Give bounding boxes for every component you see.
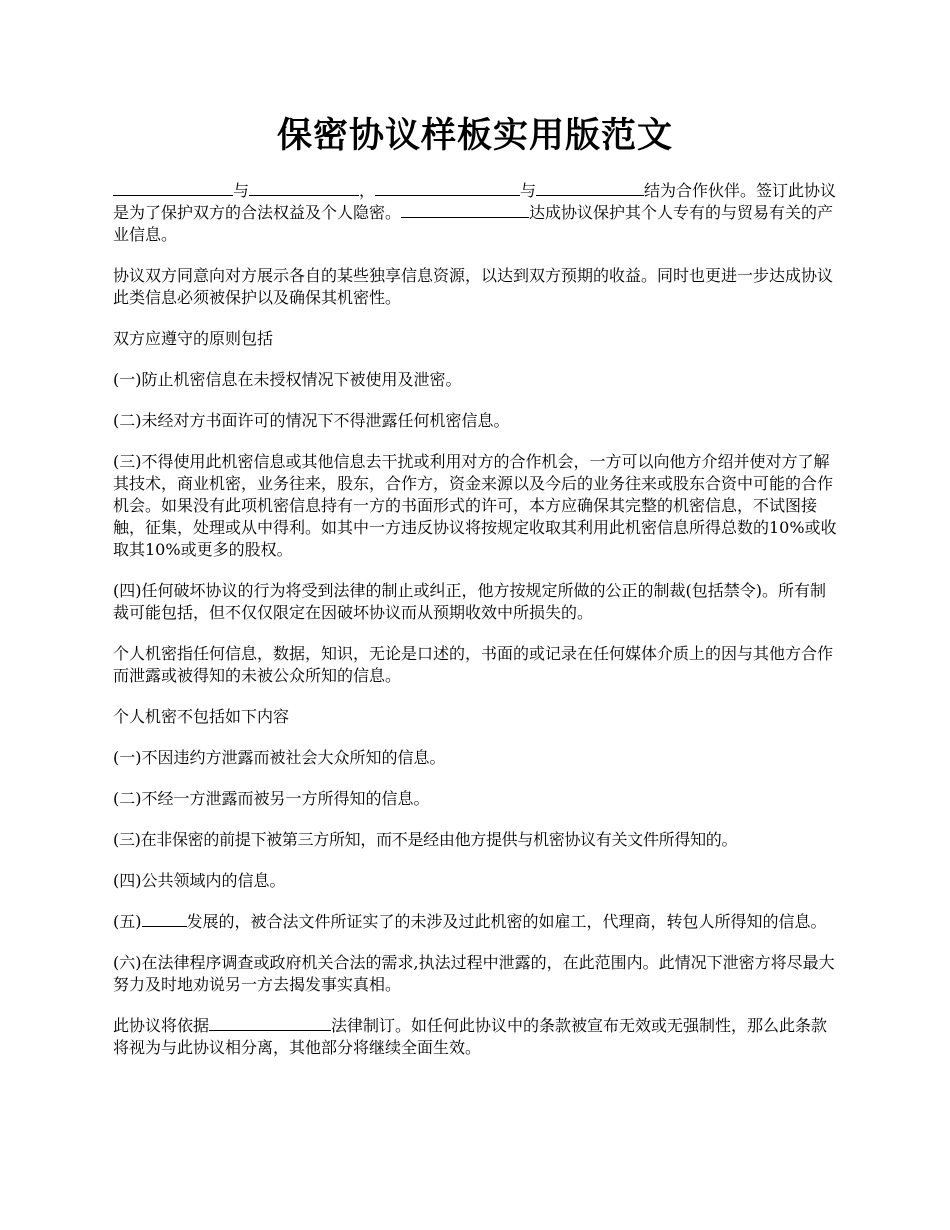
exclusion-5-prefix: (五) xyxy=(113,912,142,931)
governing-law-blank[interactable] xyxy=(209,1015,331,1031)
document-title: 保密协议样板实用版范文 xyxy=(276,115,673,156)
exclusion-5-blank[interactable] xyxy=(142,911,187,927)
parties-agreement-text: 达成协议保护其个人专有的与贸易有关的产业信息。 xyxy=(113,203,834,244)
principle-2: (二)未经对方书面许可的情况下不得泄露任何机密信息。 xyxy=(113,411,510,430)
principles-heading: 双方应遵守的原则包括 xyxy=(113,329,274,348)
with-text-2: 与 xyxy=(520,181,537,200)
exclusions-heading: 个人机密不包括如下内容 xyxy=(113,707,290,726)
exclusion-4: (四)公共领域内的信息。 xyxy=(113,871,286,890)
comma-text: ， xyxy=(359,181,376,200)
principle-3: (三)不得使用此机密信息或其他信息去干扰或利用对方的合作机会，一方可以向他方介绍并使对方了解其技术，商业机密，业务往来，股东，合作方，资金来源以及今后的业务往来或股东合资中可能的合作机会。如果没有此项机密信息持有一方的书面形式的许可，本方应确保其完整的机密信息，不试图接触，征集，处理或从中得利。如其中一方违反协议将按规定收取其利用此机密信息所得总数的10%或收取其10%或更多的股权。 xyxy=(113,452,837,559)
party-a-blank[interactable] xyxy=(113,180,233,196)
confidential-definition: 个人机密指任何信息，数据，知识，无论是口述的，书面的或记录在任何媒体介质上的因与其他方合作而泄露或被得知的未被公众所知的信息。 xyxy=(113,644,834,685)
exclusion-5-text: 发展的，被合法文件所证实了的未涉及过此机密的如雇工，代理商，转包人所得知的信息。 xyxy=(186,912,827,931)
exclusion-3: (三)在非保密的前提下被第三方所知，而不是经由他方提供与机密协议有关文件所得知的。 xyxy=(113,830,738,849)
parties-purpose-text: 结为合作伙伴。签订此协议是为了保护双方的合法权益及个人隐密。 xyxy=(113,181,837,222)
exclusion-2: (二)不经一方泄露而被另一方所得知的信息。 xyxy=(113,789,430,808)
party-d-blank[interactable] xyxy=(536,180,644,196)
exclusion-6: (六)在法律程序调查或政府机关合法的需求,执法过程中泄露的，在此范围内。此情况下泄密方将尽最大努力及时地劝说另一方去揭发事实真相。 xyxy=(113,953,835,994)
party-b-blank[interactable] xyxy=(249,180,359,196)
governing-law-prefix: 此协议将依据 xyxy=(113,1016,210,1035)
parties-paragraph xyxy=(113,180,841,246)
governing-law-text: 法律制订。如任何此协议中的条款被宣布无效或无强制性，那么此条款将视为与此协议相分离，其他部分将继续全面生效。 xyxy=(113,1016,828,1057)
principle-1: (一)防止机密信息在未授权情况下被使用及泄密。 xyxy=(113,370,462,389)
exclusion-1: (一)不因违约方泄露而被社会大众所知的信息。 xyxy=(113,748,446,767)
governing-law-paragraph xyxy=(113,1015,841,1059)
principle-4: (四)任何破坏协议的行为将受到法律的制止或纠正，他方按规定所做的公正的制裁(包括禁令)。所有制裁可能包括，但不仅仅限定在因破坏协议而从预期收效中所损失的。 xyxy=(113,581,826,622)
with-text-1: 与 xyxy=(233,181,250,200)
document-body xyxy=(113,180,841,1078)
agreement-paragraph: 协议双方同意向对方展示各自的某些独享信息资源，以达到双方预期的收益。同时也更进一步达成协议此类信息必须被保护以及确保其机密性。 xyxy=(113,266,834,307)
party-c-blank[interactable] xyxy=(375,180,520,196)
party-e-blank[interactable] xyxy=(401,202,529,218)
exclusion-5 xyxy=(113,911,841,933)
